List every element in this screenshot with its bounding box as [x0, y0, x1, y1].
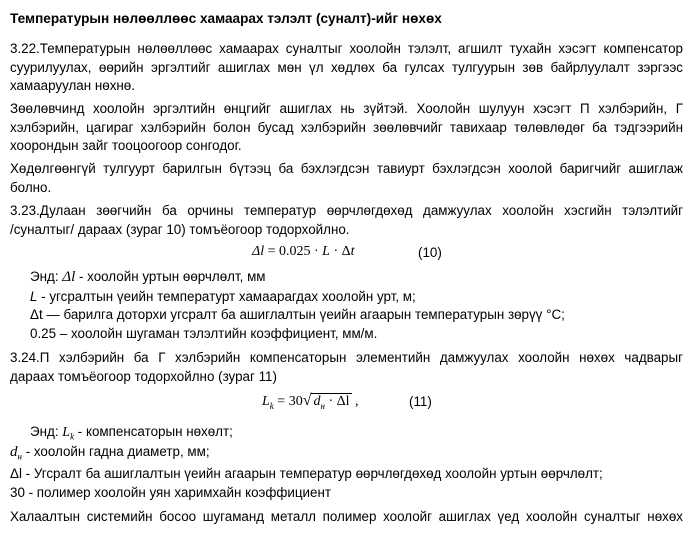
- eq10-lhs: Δl: [252, 244, 265, 259]
- paragraph-heating-risers: [10, 508, 683, 527]
- text-line: 3.23.Дулаан зөөгчийн ба орчины температур өөрчлөгдөхөд дамжуулах хоолойн хэсгийн тэлэлтийг: [10, 203, 683, 218]
- text-line: 3.24.П хэлбэрийн ба Г хэлбэрийн компенсаторын элементийн дамжуулах хоолойн нөхөх чадварыг: [10, 350, 683, 365]
- definition-elasticity: 30 - полимер хоолойн уян харимхайн коэффициент: [10, 485, 332, 500]
- paragraph-3-24: [10, 349, 683, 386]
- text-line: 3.22.Температурын нөлөөллөөс хамаарах суналтыг хоолойн тэлэлт, агшилт тухайн хэсэгт компенсатор: [10, 41, 683, 56]
- definition-delta-l: [30, 268, 266, 286]
- eq11-comma: ,: [351, 394, 359, 409]
- symbol-d: d: [10, 444, 18, 460]
- eq10-t: t: [350, 244, 355, 259]
- section-title: Температурын нөлөөллөөс хамаарах тэлэлт (суналт)-ийг нөхөх: [10, 11, 442, 26]
- eq10-mid: · Δ: [329, 244, 351, 259]
- equation-11: [262, 392, 359, 411]
- definition-delta-t: Δt — барилга доторхи угсралт ба ашиглалтын үеийн агаарын температурын зөрүү °С;: [30, 307, 565, 322]
- definition-L: [30, 288, 416, 306]
- symbol-subscript-k: k: [70, 431, 75, 442]
- eq11-subscript-h: н: [320, 400, 325, 411]
- text-line: хэлбэрийн, цагираг хэлбэрийн болон бусад хэлбэрийн зөөлөвчийг тавихаар төлөвлөдөг ба тэдгээрийн: [10, 119, 683, 135]
- paragraph-3-22: [10, 40, 683, 96]
- text-line: болно.: [10, 179, 52, 195]
- eq11-d: d: [313, 394, 321, 409]
- definition-text: - компенсаторын нөхөлт;: [74, 424, 233, 439]
- symbol-L: L: [30, 289, 38, 304]
- definition-text: - хоолойн гадна диаметр, мм;: [21, 444, 210, 459]
- paragraph-3-23: [10, 202, 683, 239]
- definition-prefix: Энд:: [30, 269, 63, 284]
- definition-text: - хоолойн уртын өөрчлөлт, мм: [75, 269, 266, 284]
- eq10-L: L: [322, 244, 330, 259]
- paragraph-compensators: [10, 100, 683, 156]
- eq11-L: L: [262, 394, 270, 409]
- eq11-coef: = 30: [273, 394, 303, 409]
- text-line: суурилуулах, өөрийн эргэлтийг ашиглах мөн үл хөдлөх ба гулсах тулгуурын зөв байрлуулалт зэргээс: [10, 59, 683, 75]
- equation-10: [252, 244, 355, 260]
- symbol-L: L: [62, 425, 71, 440]
- equation-10-number: (10): [418, 245, 442, 260]
- equation-11-number: (11): [409, 394, 432, 409]
- text-line: хамааруулан нөхнө.: [10, 78, 135, 93]
- eq11-subscript-k: k: [269, 400, 274, 411]
- definition-coefficient: 0.25 – хоолойн шугаман тэлэлтийн коэффициент, мм/м.: [30, 326, 378, 341]
- symbol-subscript-h: н: [17, 451, 22, 462]
- paragraph-supports: [10, 160, 683, 197]
- eq11-dot: · Δl: [324, 394, 350, 409]
- eq10-coef: = 0.025 ·: [264, 244, 323, 259]
- text-line: Хөдөлгөөнгүй тулгуурт барилгын бүтээц ба бэхлэгдсэн тавиурт бэхлэгдсэн хоолой баригчийг ашиглаж: [10, 161, 683, 176]
- symbol-delta-l: Δl: [62, 269, 76, 285]
- eq11-radicand: [311, 393, 351, 411]
- text-line: /суналтыг/ дараах (зураг 10) томъёогоор тодорхойлно.: [10, 221, 350, 237]
- definition-prefix: Энд:: [30, 424, 63, 439]
- definition-text: - угсралтын үеийн температурт хамаарагдах хоолойн урт, м;: [37, 289, 416, 304]
- definition-delta-l-temperature: Δl - Угсралт ба ашиглалтын үеийн агаарын температур өөрчлөгдөхөд хоолойн уртын өөрчлөлт;: [10, 466, 603, 481]
- text-line: Халаалтын системийн босоо шугаманд металл полимер хоолойг ашиглах үед хоолойн суналтыг нөхөх: [10, 509, 683, 524]
- sqrt-icon: √: [302, 392, 312, 409]
- text-line: дараах томъёогоор тодорхойлно (зураг 11): [10, 368, 277, 384]
- text-line: Зөөлөвчинд хоолойн эргэлтийн өнцгийг ашиглах нь зүйтэй. Хоолойн шулуун хэсэгт П хэлбэрийн, Г: [10, 101, 683, 116]
- text-line: хоорондын зайг тооцоогоор сонгодог.: [10, 138, 242, 153]
- definition-dn: [10, 443, 210, 466]
